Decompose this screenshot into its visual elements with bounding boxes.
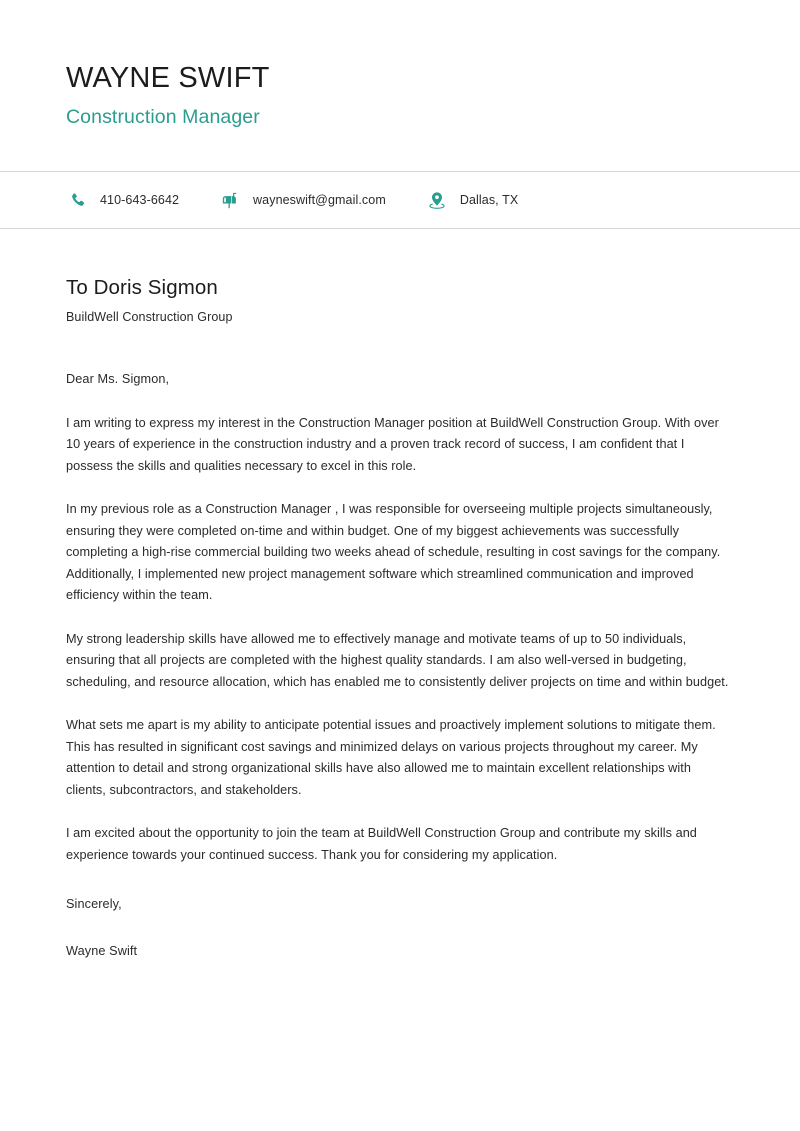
- contact-item-phone[interactable]: [66, 172, 179, 228]
- letter-signature: Wayne Swift: [66, 943, 138, 958]
- letter-paragraph: I am writing to express my interest in the Construction Manager position at BuildWell Construction Group. With over 10 years of experience in the construction industry and a proven track record of success, I am confident that I possess the skills and qualities necessary to excel in this role.: [66, 415, 719, 473]
- recipient-company: BuildWell Construction Group: [66, 310, 233, 324]
- contact-item-email[interactable]: [219, 172, 386, 228]
- contact-phone-label: 410-643-6642: [100, 193, 180, 207]
- mailbox-icon: [219, 189, 241, 211]
- letter-closing: Sincerely,: [66, 897, 122, 911]
- recipient-block: [66, 274, 734, 326]
- letter-body: [0, 274, 800, 962]
- header-divider-bottom: [0, 228, 800, 229]
- letter-header: [0, 0, 800, 130]
- contact-location-label: Dallas, TX: [459, 193, 519, 207]
- recipient-name: To Doris Sigmon: [66, 276, 218, 299]
- contact-item-location[interactable]: [426, 172, 518, 228]
- letter-paragraph: In my previous role as a Construction Manager , I was responsible for overseeing multiple projects simultaneously, ensuring they were completed on-time and within budget. One of my biggest achievements was successfully completing a high-rise commercial building two weeks ahead of schedule, resulting in cost savings for the company. Additionally, I implemented new project management software which streamlined communication and improved efficiency within the team.: [66, 502, 721, 602]
- letter-paragraph: What sets me apart is my ability to anticipate potential issues and proactively implement solutions to mitigate them. This has resulted in significant cost savings and minimized delays on various projects throughout my career. My attention to detail and strong organizational skills have also allowed me to maintain excellent relationships with clients, subcontractors, and stakeholders.: [66, 718, 716, 797]
- letter-paragraph: My strong leadership skills have allowed me to effectively manage and motivate teams of up to 50 individuals, ensuring that all projects are completed with the highest quality standards. I am also well-versed in budgeting, scheduling, and resource allocation, which has enabled me to consistently deliver projects on time and within budget.: [66, 631, 729, 689]
- location-pin-icon: [426, 189, 448, 211]
- letter-paragraph: I am excited about the opportunity to join the team at BuildWell Construction Group and contribute my skills and experience towards your continued success. Thank you for considering my application.: [66, 826, 697, 862]
- phone-icon: [66, 189, 88, 211]
- contact-bar: [0, 172, 800, 228]
- letter-salutation: Dear Ms. Sigmon,: [66, 372, 170, 386]
- applicant-name: WAYNE SWIFT: [66, 62, 270, 94]
- contact-email-label: wayneswift@gmail.com: [253, 193, 386, 207]
- applicant-job-title: Construction Manager: [66, 106, 260, 128]
